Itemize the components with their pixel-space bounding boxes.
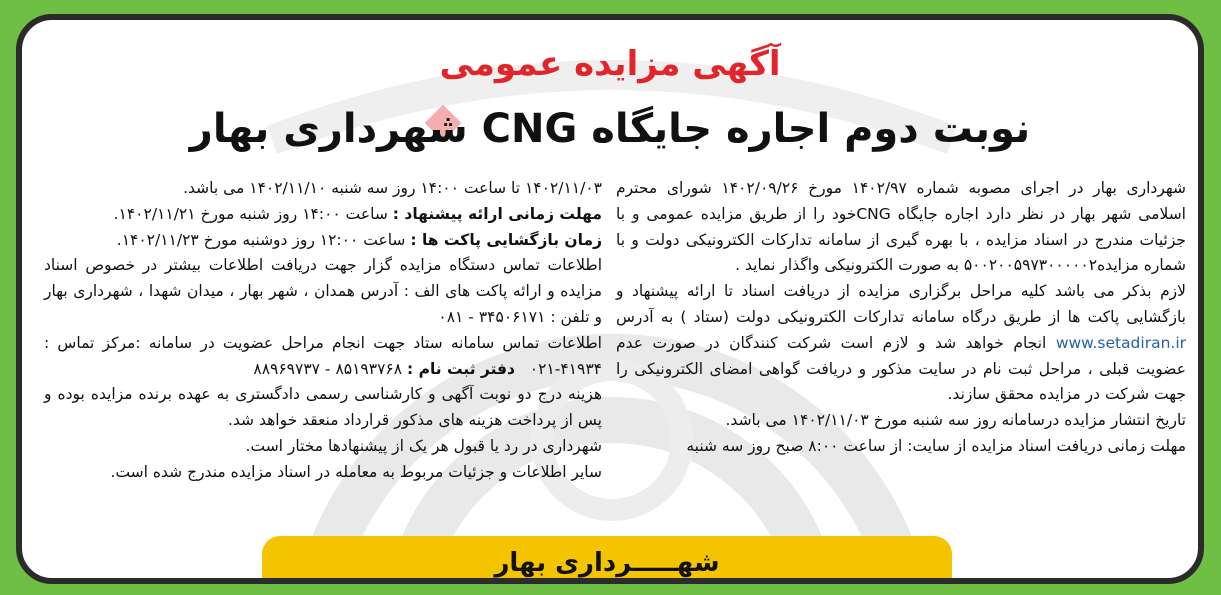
paragraph-procedure <box>616 279 1186 408</box>
paragraph-document-deadline: مهلت زمانی دریافت اسناد مزایده از سایت: از ساعت ۸:۰۰ صبح روز سه شنبه <box>686 436 1186 455</box>
registration-office-phones: ۸۵۱۹۳۷۶۸ - ۸۸۹۶۹۷۳۷ <box>253 359 403 378</box>
opening-time <box>44 228 602 254</box>
procedure-text-a: لازم بذکر می باشد کلیه مراحل برگزاری مزایده از دریافت اسناد تا ارائه پیشنهاد و بازگشایی پاکت ها از طریق درگاه سامانه تدارکات الکترونیکی دولت (ستاد ) به آدرس <box>616 282 1186 326</box>
paragraph-intro: شهرداری بهار در اجرای مصوبه شماره ۱۴۰۲/۹۷ مورخ ۱۴۰۲/۰۹/۲۶ شورای محترم اسلامی شهر بهار در نظر دارد اجاره جایگاه CNGخود را از طریق مزایده عمومی و با جزئیات مندرج در اسناد مزایده ، با بهره گیری از سامانه تدارکات الکترونیکی دولت و با شماره مزایده۵۰۰۲۰۰۵۹۷۳۰۰۰۰۰۲ به صورت الکترونیکی واگذار نماید . <box>616 179 1187 275</box>
setad-contact <box>44 331 602 383</box>
contact-info: اطلاعات تماس دستگاه مزایده گزار جهت دریافت اطلاعات بیشتر در خصوص اسناد مزایده و ارائه پاکت های الف : آدرس همدان ، شهر بهار ، میدان شهدا ، شهرداری بهار و تلفن : ۳۴۵۰۶۱۷۱ - ۰۸۱ <box>44 256 602 326</box>
opening-time-label: زمان بازگشایی پاکت ها : <box>410 230 602 249</box>
procedure-text-b: انجام خواهد شد و لازم است شرکت کنندگان در صورت عدم عضویت قبلی ، مراحل ثبت نام در سایت مذکور و دریافت گواهی امضای الکترونیکی را جهت شرکت در مزایده محقق سازند. <box>616 333 1186 404</box>
footer-municipality-name: شهـــــرداری بهار <box>494 548 720 578</box>
other-info-note: سایر اطلاعات و جزئیات مربوط به معامله در اسناد مزایده مندرج شده است. <box>110 462 602 481</box>
ad-panel <box>16 14 1204 584</box>
setadiran-link[interactable]: www.setadiran.ir <box>1055 333 1186 352</box>
document-deadline-continued: ۱۴۰۲/۱۱/۰۳ تا ساعت ۱۴:۰۰ روز سه شنبه ۱۴۰۲/۱۱/۱۰ می باشد. <box>183 179 602 197</box>
proposal-deadline-label: مهلت زمانی ارائه پیشنهاد : <box>392 204 602 223</box>
ad-subtitle: نوبت دوم اجاره جایگاه CNG شهرداری بهار <box>189 106 1031 152</box>
proposal-deadline-value: ساعت ۱۴:۰۰ روز شنبه مورخ ۱۴۰۲/۱۱/۲۱. <box>113 204 388 223</box>
ad-title: آگهی مزایده عمومی <box>439 44 781 84</box>
setad-contact-text: اطلاعات تماس سامانه ستاد جهت انجام مراحل عضویت در سامانه :مرکز تماس : ۴۱۹۳۴-۰۲۱ <box>44 333 602 378</box>
registration-office-label: دفتر ثبت نام : <box>406 359 515 378</box>
opening-time-value: ساعت ۱۲:۰۰ روز دوشنبه مورخ ۱۴۰۲/۱۱/۲۳. <box>116 230 406 249</box>
proposal-deadline <box>44 202 602 228</box>
rights-note: شهرداری در رد یا قبول هر یک از پیشنهادها مختار است. <box>245 436 602 455</box>
cost-note: هزینه درج دو نوبت آگهی و کارشناسی رسمی دادگستری به عهده برنده مزایده بوده و پس از پرداخت هزینه های مذکور قرارداد منعقد خواهد شد. <box>44 385 602 430</box>
right-column <box>616 176 1186 460</box>
left-column <box>44 176 602 486</box>
paragraph-publish-date: تاریخ انتشار مزایده درسامانه روز سه شنبه مورخ ۱۴۰۲/۱۱/۰۳ می باشد. <box>725 411 1186 430</box>
